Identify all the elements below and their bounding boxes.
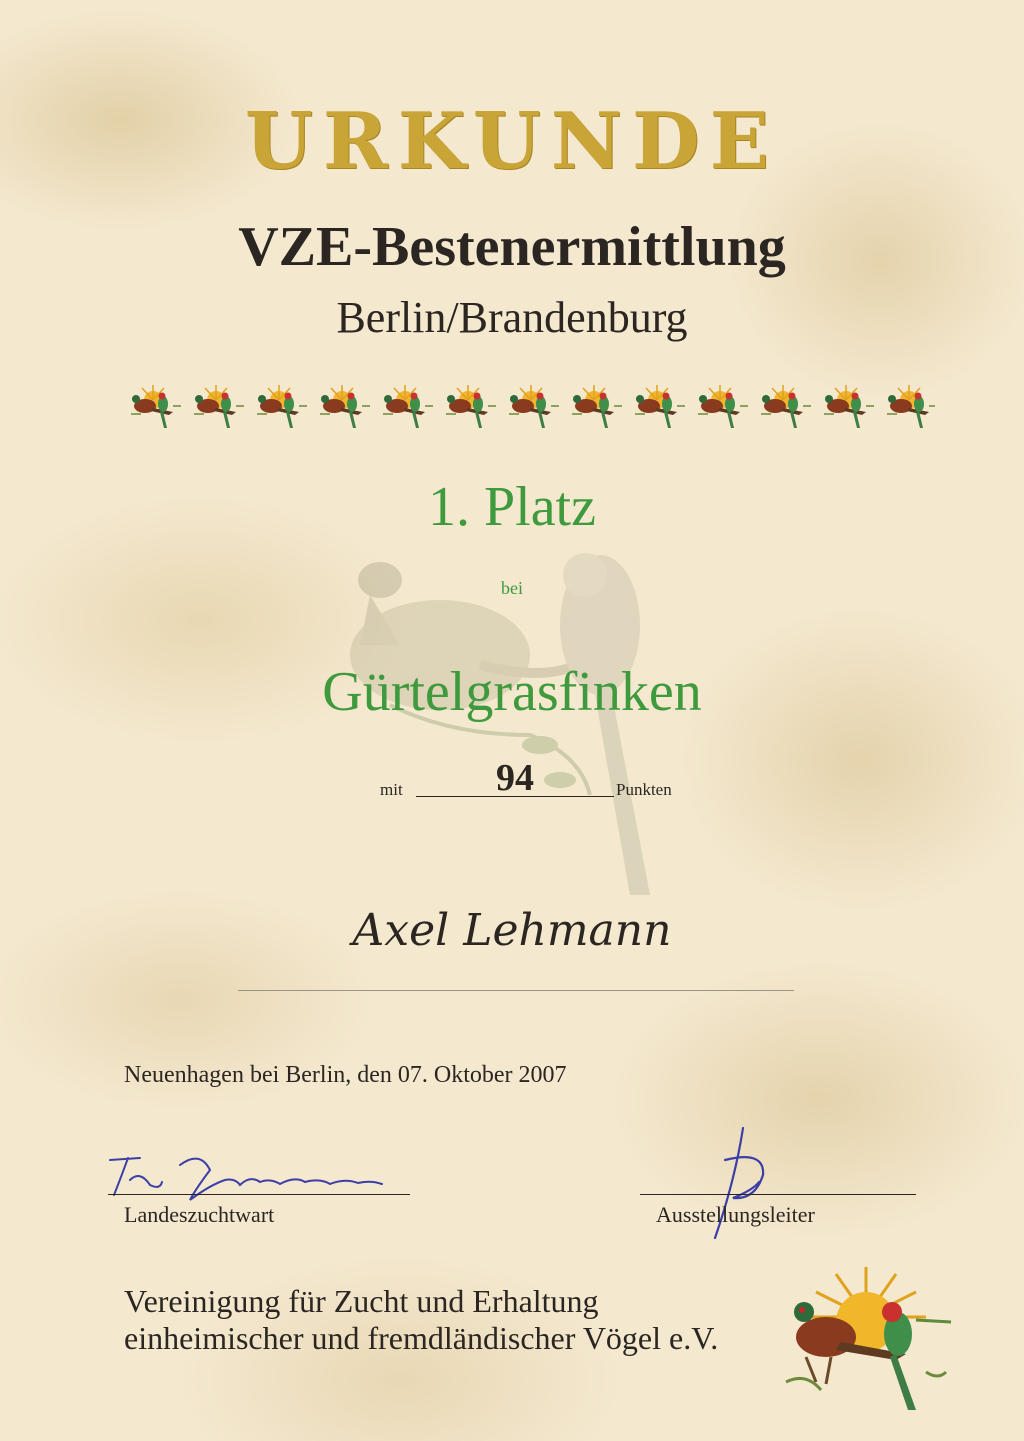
signature-label-right: Ausstellungsleiter [656,1202,815,1227]
winner-name: Axel Lehmann [352,905,672,956]
pheasant-parrot-icon [635,385,685,428]
points-prefix: mit [380,780,403,799]
pheasant-parrot-icon [383,385,433,428]
species-name: Gürtelgrasfinken [322,661,702,723]
pheasant-parrot-icon [761,385,811,428]
organization-name-line2: einheimischer und fremdländischer Vögel e.V. [124,1320,719,1356]
signature-label-left: Landeszuchtwart [124,1202,275,1227]
pheasant-parrot-icon [446,385,496,428]
organization-name-line1: Vereinigung für Zucht und Erhaltung [124,1283,599,1319]
pheasant-parrot-icon [509,385,559,428]
pheasant-parrot-icon [824,385,874,428]
vze-logo-icon [776,1262,954,1412]
points-row [380,757,680,802]
date-line: Neuenhagen bei Berlin, den 07. Oktober 2007 [124,1062,567,1088]
winner-underline [238,990,794,991]
points-underline [416,796,614,797]
bird-row-decoration [125,382,935,430]
placement-text: 1. Platz [428,476,596,538]
pheasant-parrot-icon [887,385,935,428]
certificate-subtitle: VZE-Bestenermittlung [238,216,786,278]
certificate-title: URKUNDE [244,96,780,187]
points-value: 94 [496,757,534,799]
bei-text: bei [501,578,523,598]
pheasant-parrot-icon [257,385,307,428]
pheasant-parrot-icon [572,385,622,428]
points-suffix: Punkten [616,780,672,799]
pheasant-parrot-icon [698,385,748,428]
signature-line-left [108,1194,410,1195]
pheasant-parrot-icon [131,385,181,428]
certificate-region: Berlin/Brandenburg [336,293,688,342]
signature-line-right [640,1194,916,1195]
pheasant-parrot-icon [320,385,370,428]
signature-landeszuchtwart [100,1140,400,1210]
pheasant-parrot-icon [194,385,244,428]
